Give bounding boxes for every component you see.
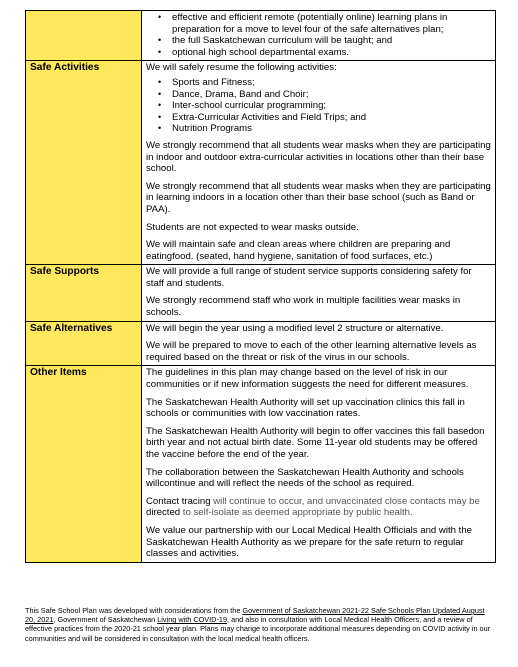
footer-link-safe-schools-plan[interactable]: Government of Saskatchewan 2021-22 Safe Schools Plan Updated August 20, 2021 xyxy=(25,606,485,625)
list-item: • Extra-Curricular Activities and Field Trips; and xyxy=(158,111,367,123)
row-label-safe-activities: Safe Activities xyxy=(26,61,142,265)
paragraph: The Saskatchewan Health Authority will set up vaccination clinics this fall in schools or communities with low vaccination rates. xyxy=(146,396,465,420)
list-item: • Nutrition Programs xyxy=(158,123,252,135)
list-item: • the full Saskatchewan curriculum will be taught; and xyxy=(158,35,393,47)
bullet-icon: • xyxy=(158,88,162,99)
list-item: • effective and efficient remote (potentially online) learning plans in preparation for a move to level four of the safe alternatives plan; xyxy=(158,12,448,35)
safe-school-plan-table xyxy=(25,10,496,563)
paragraph: We strongly recommend staff who work in multiple facilities wear masks in schools. xyxy=(146,295,461,319)
row-label-safe-alternatives: Safe Alternatives xyxy=(26,321,142,366)
list-item: • Sports and Fitness; xyxy=(158,76,255,88)
paragraph: We will provide a full range of student service supports considering safety for staff and students. xyxy=(146,266,472,289)
list-item: • Dance, Drama, Band and Choir; xyxy=(158,88,309,100)
table-row xyxy=(26,366,496,562)
bullet-icon: • xyxy=(158,123,162,134)
paragraph: We strongly recommend that all students wear masks when they are participating in learning indoors in a location other than their base school (such as Band or PAA). xyxy=(146,180,491,215)
table-row xyxy=(26,321,496,366)
paragraph: We strongly recommend that all students wear masks when they are participating in indoor and outdoor extra-curricular activities in locations other than their base school. xyxy=(146,139,491,175)
row-content xyxy=(142,366,496,562)
row-content xyxy=(142,321,496,366)
bullet-list xyxy=(146,77,491,135)
bullet-icon: • xyxy=(158,12,162,22)
bullet-icon: • xyxy=(158,46,162,57)
paragraph: We will safely resume the following activities: xyxy=(146,62,337,74)
table-row xyxy=(26,11,496,61)
table-row xyxy=(26,265,496,321)
paragraph: We will be prepared to move to each of the other learning alternative levels as required based on the threat or risk of the virus in our schools. xyxy=(146,340,477,363)
row-content xyxy=(142,11,496,61)
paragraph: We value our partnership with our Local Medical Health Officials and with the Saskatchewan Health Authority as we prepare for the safe return to regular classes and activities. xyxy=(146,524,472,560)
bullet-icon: • xyxy=(158,35,162,46)
list-item: • Inter-school curricular programming; xyxy=(158,100,327,112)
row-label-other-items: Other Items xyxy=(26,366,142,562)
list-item: • optional high school departmental exams. xyxy=(158,46,350,58)
row-content xyxy=(142,61,496,265)
paragraph: The guidelines in this plan may change based on the level of risk in our communities or if new information suggests the need for different measures. xyxy=(146,367,469,391)
footer-note: This Safe School Plan was developed with considerations from the Government of Saskatchewan 2021-22 Safe Schools Plan Updated August 20, 2021, Government of Saskatchewan Living with COVID-19, and also in consultation with Local Medical Health Officers, and a review of effective practices from the 2020-21 school year plan. Plans may change to incorporate additional measures depending on COVID activity in our communities and will be considered in consultation with the local medical health officers. xyxy=(25,606,491,643)
paragraph: We will maintain safe and clean areas where children are preparing and eatingfood. (seated, hand hygiene, sanitation of food surfaces, etc.) xyxy=(146,239,451,262)
row-label-safe-supports: Safe Supports xyxy=(26,265,142,321)
paragraph: The Saskatchewan Health Authority will begin to offer vaccines this fall basedon birth year and not actual birth date. Some 11-year old students may be offered the vaccine before the end of the year. xyxy=(146,425,485,460)
footer-link-living-with-covid[interactable]: Living with COVID-19 xyxy=(157,615,228,625)
contact-tracing-paragraph: Contact tracing will continue to occur, and unvaccinated close contacts may be directed to self-isolate as deemed appropriate by public health. xyxy=(146,495,480,519)
paragraph: The collaboration between the Saskatchewan Health Authority and schools willcontinue and will reflect the needs of the school as required. xyxy=(146,466,464,490)
paragraph: Students are not expected to wear masks outside. xyxy=(146,221,359,233)
bullet-list xyxy=(146,12,491,58)
bullet-icon: • xyxy=(158,76,162,87)
bullet-icon: • xyxy=(158,100,162,111)
row-label xyxy=(26,11,142,61)
row-content xyxy=(142,265,496,321)
bullet-icon: • xyxy=(158,111,162,122)
paragraph: We will begin the year using a modified level 2 structure or alternative. xyxy=(146,322,444,334)
table-row xyxy=(26,61,496,265)
